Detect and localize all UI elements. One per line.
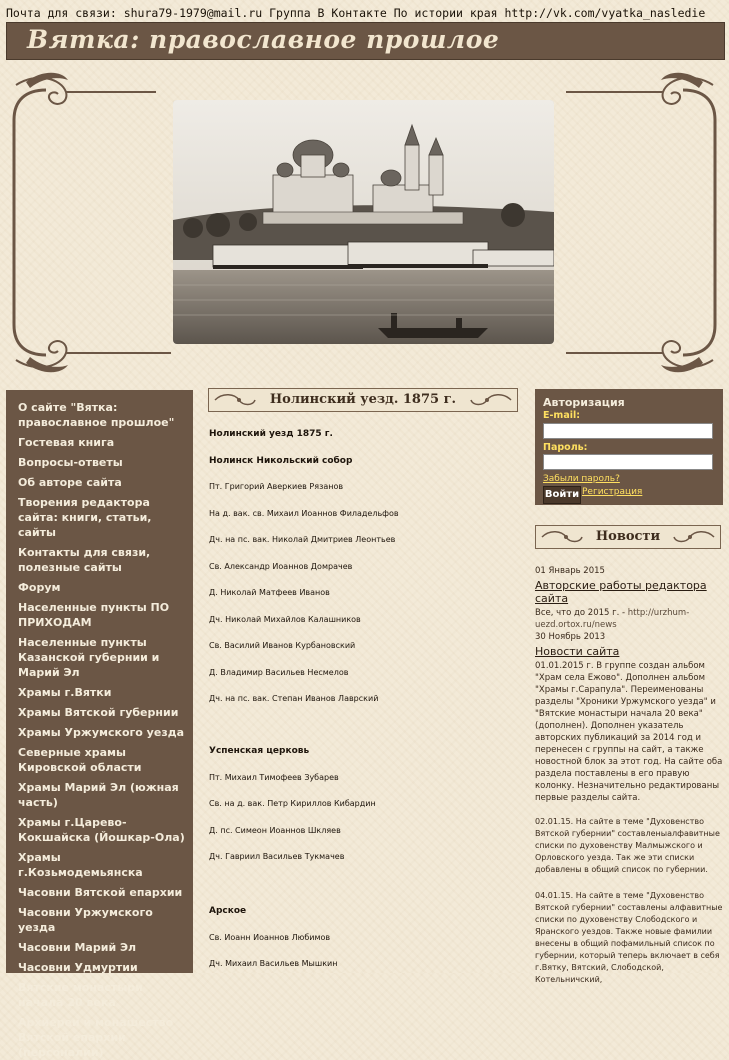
list-item: Д. пс. Симеон Иоаннов Шкляев	[209, 826, 341, 835]
email-field[interactable]	[543, 423, 713, 439]
sidebar-item-vyatka-chapels[interactable]: Часовни Вятской епархии	[18, 886, 183, 899]
contact-line: Почта для связи: shura79-1979@mail.ru Группа В Контакте По истории края http://vk.com/vyatka_nasledie	[6, 6, 706, 20]
sidebar-item-tsarevo-churches[interactable]: Храмы г.Царево-Кокшайска (Йошкар-Ола)	[18, 816, 185, 844]
site-title[interactable]: Вятка: православное прошлое	[27, 25, 500, 54]
sidebar-item[interactable]	[18, 1015, 187, 1060]
email-label: E-mail:	[543, 410, 581, 421]
news-heading-text: Новости	[595, 529, 661, 544]
news-text	[535, 607, 725, 631]
sidebar-item[interactable]	[18, 455, 187, 470]
sidebar-item-vyatka-churches[interactable]: Храмы г.Вятки	[18, 686, 112, 699]
sidebar-item[interactable]	[18, 745, 187, 775]
sidebar-item[interactable]	[18, 635, 187, 680]
sidebar-item-guestbook[interactable]: Гостевая книга	[18, 436, 115, 449]
sidebar-item-udmurt-chapels[interactable]: Часовни Удмуртии	[18, 961, 138, 974]
list-heading: Успенская церковь	[209, 746, 310, 756]
list-item: На д. вак. св. Михаил Иоаннов Филадельфов	[209, 509, 399, 518]
content-heading-text: Нолинский уезд. 1875 г.	[269, 392, 457, 407]
news-item	[535, 888, 725, 986]
sidebar-item-province-churches[interactable]: Храмы Вятской губернии	[18, 706, 179, 719]
sidebar-item[interactable]	[18, 545, 187, 575]
list-item: Д. Николай Матфеев Иванов	[209, 588, 330, 597]
list-item: Св. Александр Иоаннов Домрачев	[209, 562, 353, 571]
header-photo	[173, 100, 554, 344]
list-heading: Нолинск Никольский собор	[209, 456, 353, 466]
news-text: 01.01.2015 г. В группе создан альбом "Храм села Ежово". Дополнен альбом "Храмы г.Сарапула". Переименованы разделы "Хроники Уржумского уезда" и "Вятские монастыри начала 20 века" (дополнен). Дополнен указатель авторских публикаций за 2014 год и перенесен с группы на сайт, а также новостной блок за этот год. На сайте оба раздела поставлены в его правую колонку. Незначительно редактированы первые разделы сайта.	[535, 661, 723, 803]
sidebar-item[interactable]	[18, 705, 187, 720]
sidebar-item[interactable]	[18, 815, 187, 845]
news-title-link[interactable]: Новости сайта	[535, 645, 620, 658]
news-item	[535, 566, 725, 631]
auth-panel	[535, 389, 723, 505]
list-heading: Арское	[209, 906, 247, 916]
sidebar-item[interactable]	[18, 850, 187, 880]
news-heading	[535, 525, 721, 549]
sidebar-item[interactable]	[18, 580, 187, 595]
sidebar-item-monasteries[interactable]: Вятские монастыри начала 20 века	[18, 981, 143, 1009]
sidebar-item[interactable]	[18, 685, 187, 700]
sidebar-item-mari-chapels[interactable]: Часовни Марий Эл	[18, 941, 137, 954]
list-item: Пт. Григорий Аверкиев Рязанов	[209, 482, 344, 491]
list-item: Дч. Николай Михайлов Калашников	[209, 615, 361, 624]
list-item: Св. Василий Иванов Курбановский	[209, 641, 356, 650]
sidebar-item[interactable]	[18, 495, 187, 540]
news-date: 30 Ноябрь 2013	[535, 632, 606, 642]
sidebar-item-about-site[interactable]: О сайте "Вятка: православное прошлое"	[18, 401, 175, 429]
list-item: Пт. Михаил Тимофеев Зубарев	[209, 773, 339, 782]
sidebar-item[interactable]	[18, 780, 187, 810]
content-heading	[208, 388, 518, 412]
news-date: 01 Январь 2015	[535, 566, 605, 576]
list-item: Св. Иоанн Иоаннов Любимов	[209, 933, 331, 942]
news-title-link[interactable]: Авторские работы редактора сайта	[535, 579, 707, 605]
sidebar-item-contacts[interactable]: Контакты для связи, полезные сайты	[18, 546, 151, 574]
sidebar-item-mari-churches[interactable]: Храмы Марий Эл (южная часть)	[18, 781, 179, 809]
sidebar-item-forum[interactable]: Форум	[18, 581, 61, 594]
sidebar-item-urzhum-chapels[interactable]: Часовни Уржумского уезда	[18, 906, 153, 934]
sidebar-item[interactable]	[18, 475, 187, 490]
login-button[interactable]: Войти	[543, 486, 581, 504]
auth-title: Авторизация	[543, 396, 625, 409]
list-item: Дч. Гавриил Васильев Тукмачев	[209, 852, 345, 861]
list-item: Дч. на пс. вак. Степан Иванов Лаврский	[209, 694, 379, 703]
password-field[interactable]	[543, 454, 713, 470]
sidebar-item-editor-works[interactable]: Творения редактора сайта: книги, статьи, сайты	[18, 496, 152, 539]
sidebar-item[interactable]	[18, 600, 187, 630]
sidebar-item[interactable]	[18, 435, 187, 450]
news-item	[535, 632, 725, 804]
sidebar-item[interactable]	[18, 725, 187, 740]
sidebar-item[interactable]	[18, 400, 187, 430]
sidebar-item-urzhum-churches[interactable]: Храмы Уржумского уезда	[18, 726, 185, 739]
site-banner	[6, 22, 725, 60]
list-item: Св. на д. вак. Петр Кириллов Кибардин	[209, 799, 376, 808]
news-heading-box	[535, 525, 721, 549]
sidebar-item[interactable]	[18, 885, 187, 900]
list-item: Дч. на пс. вак. Николай Дмитриев Леонтьев	[209, 535, 396, 544]
list-item: Дч. Михаил Васильев Мышкин	[209, 959, 338, 968]
sidebar-item-kazan[interactable]: Населенные пункты Казанской губернии и Марий Эл	[18, 636, 160, 679]
news-text: 04.01.15. На сайте в теме "Духовенство Вятской губернии" составлены алфавитные списки по духовенству Слободского и Яранского уездов. Также новые фамилии внесены в общий пофамильный список по губернии, который теперь включает в себя г.Вятку, Вятский, Слободской, Котельничский,	[535, 891, 723, 984]
main-content	[208, 388, 518, 412]
ornament-icon	[469, 392, 513, 408]
list-heading: Нолинский уезд 1875 г.	[209, 429, 333, 439]
ornament-icon	[213, 392, 257, 408]
sidebar-item[interactable]	[18, 980, 187, 1010]
news-text: 02.01.15. На сайте в теме "Духовенство Вятской губернии" составленыалфавитные списки по духовенству Малмыжского и Орловского уезда. Так же эти списки добавлены в общий список по губернии.	[535, 817, 720, 874]
sidebar-item-kozmodemyansk-churches[interactable]: Храмы г.Козьмодемьянска	[18, 851, 143, 879]
sidebar-item[interactable]	[18, 940, 187, 955]
password-label: Пароль:	[543, 442, 588, 453]
sidebar-item-parishes[interactable]: Населенные пункты ПО ПРИХОДАМ	[18, 601, 170, 629]
sidebar-item-faq[interactable]: Вопросы-ответы	[18, 456, 123, 469]
sidebar-item-northern-churches[interactable]: Северные храмы Кировской области	[18, 746, 142, 774]
register-link[interactable]: Регистрация	[582, 487, 643, 497]
news-url-link[interactable]: http://urzhum-uezd.ortox.ru/news	[535, 608, 690, 630]
sidebar-item[interactable]	[18, 905, 187, 935]
sidebar-item-bishops[interactable]: Архиереи и монашество Вятской епархии (персоналии)	[18, 1016, 174, 1059]
sidebar-menu	[6, 390, 193, 1059]
sidebar-item-about-author[interactable]: Об авторе сайта	[18, 476, 122, 489]
ornament-icon	[672, 529, 716, 545]
news-item	[535, 814, 725, 876]
list-item: Д. Владимир Васильев Несмелов	[209, 668, 349, 677]
forgot-password-link[interactable]: Забыли пароль?	[543, 474, 620, 484]
news-summary: Все, что до 2015 г. -	[535, 608, 628, 618]
ornament-icon	[540, 529, 584, 545]
